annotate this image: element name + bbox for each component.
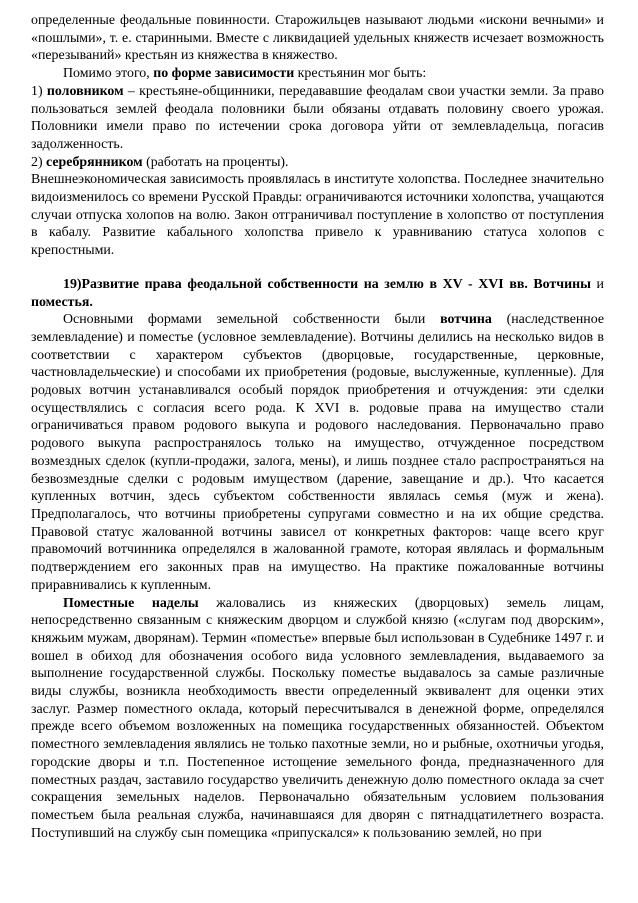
section-heading: 19)Развитие права феодальной собственности на землю в XV - XVI вв. Вотчины и поместья. xyxy=(31,276,604,310)
paragraph-polovnik: 1) половником – крестьяне-общинники, передававшие феодалам свои участки земли. За право пользоваться землей феодала половники были обязаны отдавать половину своего урожая. Половники имели право по истечении срока договора уйти от землевладельца, погасив задолженность. xyxy=(31,83,604,152)
spacer xyxy=(31,260,604,276)
paragraph-peasant-status: определенные феодальные повинности. Старожильцев называют людьми «искони вечными» и «пошлыми», т. е. старинными. Вместе с ликвидацией удельных княжеств исчезает возможность «перезываний» крестьян из княжества в княжество. xyxy=(31,13,604,64)
bold-term: половником xyxy=(46,83,124,99)
paragraph-pomestie: Поместные наделы жаловались из княжеских (дворцовых) земель лицам, непосредственно связанным с княжеским дворцом и службой князю («слугам под дворским», княжьим мужам, дворянам). Термин «поместье» впервые был использован в Судебнике 1497 г. и вошел в обиход для обозначения особого вида условного землевладения, выдаваемого за выполнение государственной службы. Поскольку поместье выдавалось за самые различные виды службы, возникла необходимость ввести определенный эквивалент для оценки этих заслуг. Размер поместного оклада, который пересчитывался в денежной форме, определялся прежде всего объемом возложенных на помещика государственных обязанностей. Объектом поместного землевладения являлись не только пахотные земли, но и рыбные, охотничьи угодья, городские дворы и т.п. Постепенное истощение земельного фонда, предназначенного для поместных раздач, заставило государство увеличить денежную долю поместного оклада за счет сокращения земельных наделов. Первоначально обязательным условием пользования поместьем была реальная служба, начинавшаяся для дворян с пятнадцатилетнего возраста. Поступивший на службу сын помещика «припускался» к пользованию землей, но при xyxy=(31,595,605,841)
paragraph-kholopstvo: Внешнеэкономическая зависимость проявлялась в институте холопства. Последнее значительно видоизменилось со времени Русской Правды: ограничиваются источники холопства, учащаются случаи отпуска холопов на волю. Закон отграничивал поступление в холопство от поступления в кабалу. Развитие кабального холопства привело к уравниванию статуса холопов с крепостными. xyxy=(31,172,604,259)
paragraph-serebrennik: 2) серебрянником (работать на проценты). xyxy=(31,154,289,170)
bold-term: серебрянником xyxy=(46,154,143,170)
paragraph-dependency-forms: Помимо этого, по форме зависимости крестьянин мог быть: xyxy=(63,66,427,82)
paragraph-votchina: Основными формами земельной собственности были вотчина (наследственное землевладение) и поместье (условное землевладение). Вотчины делились на несколько видов в соответствии с характером субъектов (дворцовые, государственные, церковные, частновладельческие) и способами их приобретения (родовые, выслуженные, купленные). Для родовых вотчин устанавливался особый порядок приобретения и отчуждения: эти сделки осуществлялись с согласия всего рода. К XVI в. родовые права на имущество стали ограничиваться правом родового выкупа и родового наследования. Первоначально право родового выкупа распространялось только на имущество, отчужденное посредством возмездных сделок (купли-продажи, залога, мены), и лишь позднее стало распространяться на безвозмездные сделки с родовым имуществом (дарение, завещание и др.). Что касается купленных вотчин, здесь субъектом собственности являлась семья (муж и жена). Предполагалось, что вотчины приобретены супругами совместно и на их общие средства. Правовой статус жалованной вотчины зависел от конкретных факторов: чаще всего круг правомочий вотчинника определялся в жалованной грамоте, которая являлась и формальным подтверждением его законных прав на имущество. На практике пожалованные вотчины приравнивались к купленным. xyxy=(31,312,605,593)
bold-term: Поместные наделы xyxy=(63,595,199,611)
bold-term: вотчина xyxy=(440,312,492,328)
bold-term: по форме зависимости xyxy=(153,66,295,82)
